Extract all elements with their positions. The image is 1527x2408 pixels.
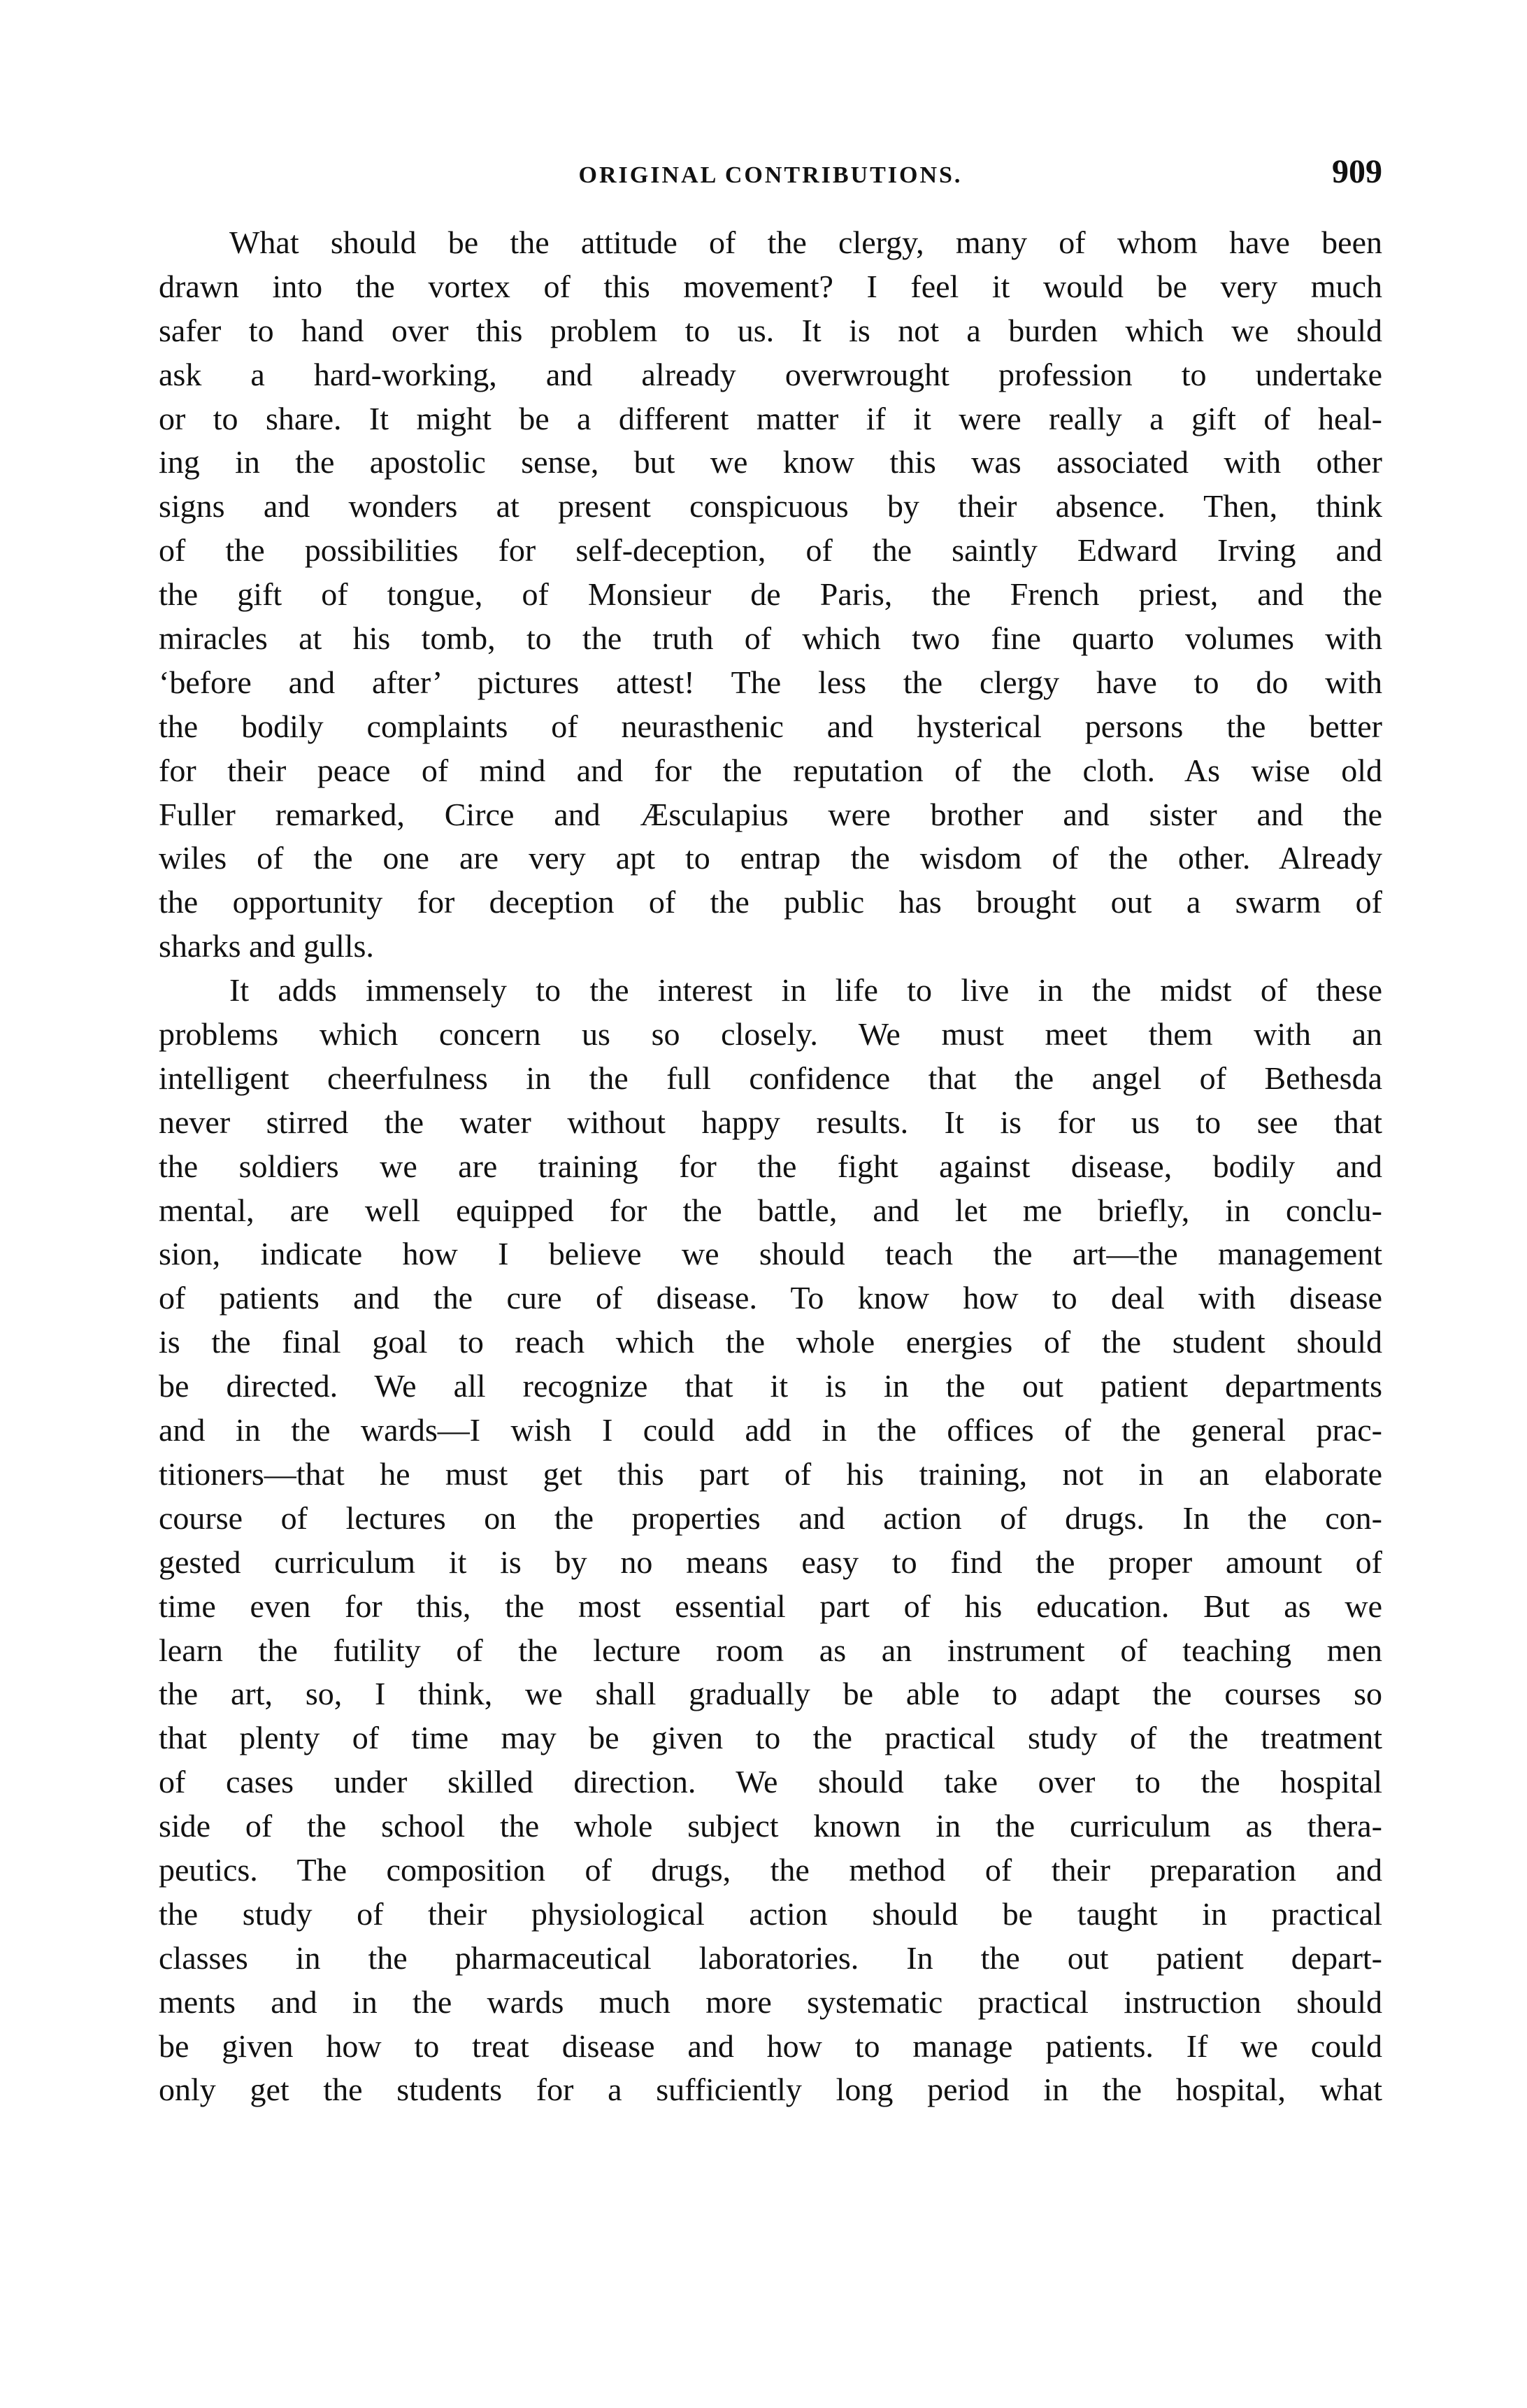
text-line: mental, are well equipped for the battle, and let me briefly, in conclu-: [159, 1192, 1382, 1228]
text-line: gested curriculum it is by no means easy to find the proper amount of: [159, 1544, 1382, 1580]
text-line: time even for this, the most essential part of his education. But as we: [159, 1588, 1382, 1624]
text-line: Fuller remarked, Circe and Æsculapius were brother and sister and the: [159, 796, 1382, 832]
text-line: ments and in the wards much more systematic practical instruction should: [159, 1983, 1382, 2020]
text-line: miracles at his tomb, to the truth of which two fine quarto volumes with: [159, 620, 1382, 657]
text-line: be directed. We all recognize that it is in the out patient departments: [159, 1368, 1382, 1404]
text-line: problems which concern us so closely. We must meet them with an: [159, 1016, 1382, 1053]
paragraph: [159, 969, 1382, 2112]
text-line: ing in the apostolic sense, but we know this was associated with other: [159, 444, 1382, 480]
text-line: of the possibilities for self-deception, of the saintly Edward Irving and: [159, 532, 1382, 569]
text-line: course of lectures on the properties and action of drugs. In the con-: [159, 1499, 1382, 1536]
text-line: be given how to treat disease and how to manage patients. If we could: [159, 2028, 1382, 2064]
text-line: wiles of the one are very apt to entrap the wisdom of the other. Already: [159, 840, 1382, 876]
text-line: of patients and the cure of disease. To know how to deal with disease: [159, 1280, 1382, 1316]
text-line: signs and wonders at present conspicuous by their absence. Then, think: [159, 488, 1382, 525]
text-line: It adds immensely to the interest in life to live in the midst of these: [229, 972, 1382, 1009]
text-line: the study of their physiological action should be taught in practical: [159, 1895, 1382, 1932]
text-line: ask a hard-working, and already overwrought profession to undertake: [159, 356, 1382, 392]
text-line: the opportunity for deception of the public has brought out a swarm of: [159, 884, 1382, 920]
text-line: that plenty of time may be given to the practical study of the treatment: [159, 1720, 1382, 1756]
text-line: the art, so, I think, we shall gradually be able to adapt the courses so: [159, 1676, 1382, 1712]
text-line: for their peace of mind and for the reputation of the cloth. As wise old: [159, 752, 1382, 788]
text-line: intelligent cheerfulness in the full confidence that the angel of Bethesda: [159, 1060, 1382, 1096]
text-line: learn the futility of the lecture room as an instrument of teaching men: [159, 1632, 1382, 1668]
text-line: sion, indicate how I believe we should teach the art—the management: [159, 1236, 1382, 1272]
text-line: drawn into the vortex of this movement? I feel it would be very much: [159, 268, 1382, 304]
text-line: the bodily complaints of neurasthenic and hysterical persons the better: [159, 708, 1382, 744]
text-line: titioners—that he must get this part of his training, not in an elaborate: [159, 1455, 1382, 1492]
paragraph: [159, 221, 1382, 969]
text-line: or to share. It might be a different matter if it were really a gift of heal-: [159, 400, 1382, 436]
text-line: only get the students for a sufficiently long period in the hospital, what: [159, 2072, 1382, 2108]
page-body: [159, 221, 1382, 2112]
text-line: the soldiers we are training for the fight against disease, bodily and: [159, 1148, 1382, 1184]
text-line: ‘before and after’ pictures attest! The less the clergy have to do with: [159, 664, 1382, 700]
text-line: safer to hand over this problem to us. It is not a burden which we should: [159, 312, 1382, 348]
text-line: of cases under skilled direction. We should take over to the hospital: [159, 1764, 1382, 1800]
page-header: [159, 152, 1382, 194]
text-line: and in the wards—I wish I could add in the offices of the general prac-: [159, 1412, 1382, 1448]
text-line: never stirred the water without happy results. It is for us to see that: [159, 1104, 1382, 1140]
text-line: What should be the attitude of the clergy, many of whom have been: [229, 225, 1382, 260]
running-head: ORIGINAL CONTRIBUTIONS.: [578, 162, 963, 188]
text-line: the gift of tongue, of Monsieur de Paris, the French priest, and the: [159, 576, 1382, 613]
text-line: classes in the pharmaceutical laboratories. In the out patient depart-: [159, 1939, 1382, 1976]
text-line: is the final goal to reach which the whole energies of the student should: [159, 1324, 1382, 1360]
text-line: sharks and gulls.: [159, 928, 374, 964]
page-number: 909: [1332, 153, 1382, 190]
text-line: peutics. The composition of drugs, the method of their preparation and: [159, 1851, 1382, 1888]
text-line: side of the school the whole subject known in the curriculum as thera-: [159, 1808, 1382, 1844]
